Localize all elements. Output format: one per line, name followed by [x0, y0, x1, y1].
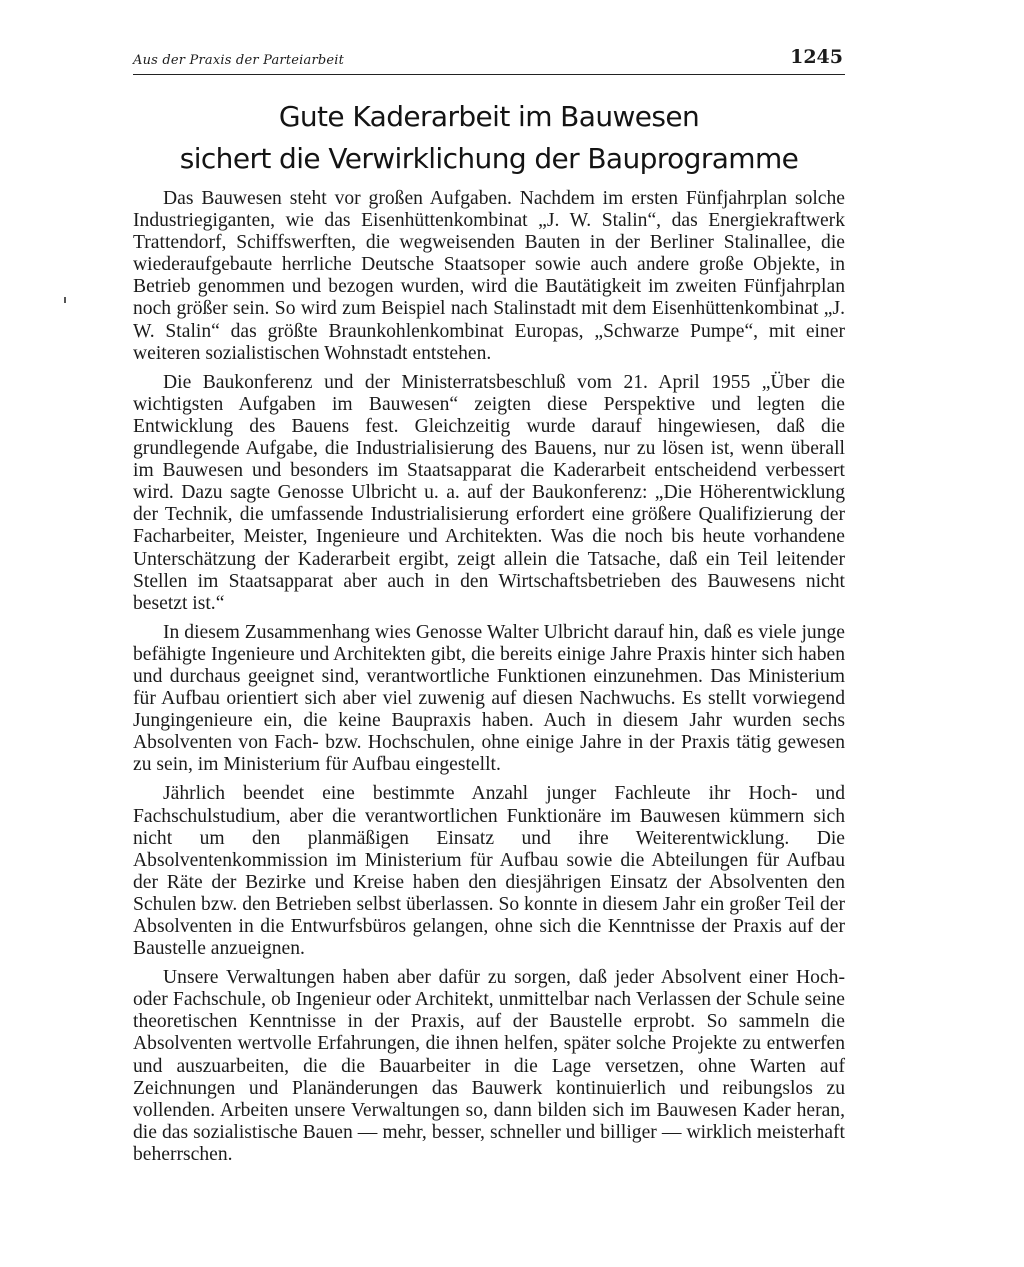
- article-title: [133, 96, 845, 180]
- paragraph-4: Jährlich beendet eine bestimmte Anzahl junger Fachleute ihr Hoch- und Fachschulstudium, aber die verantwortlichen Funktionäre im Bauwesen kümmern sich nicht um den planmäßigen Einsatz und ihre Weiterentwicklung. Die Absolventenkommission im Ministerium für Aufbau sowie die Abteilungen für Aufbau der Räte der Bezirke und Kreise haben den diesjährigen Einsatz der Absolventen den Schulen bzw. den Betrieben selbst überlassen. So konnte in diesem Jahr ein großer Teil der Absolventen in die Entwurfsbüros gelangen, ohne sich die Kenntnisse der Praxis auf der Baustelle anzueignen.: [133, 783, 845, 960]
- paragraph-3: In diesem Zusammenhang wies Genosse Walter Ulbricht darauf hin, daß es viele junge befähigte Ingenieure und Architekten gibt, die bereits einige Jahre Praxis hinter sich haben und durchaus geeignet sind, verantwortliche Funktionen einzunehmen. Das Ministerium für Aufbau orientiert sich aber viel zuwenig auf diesen Nachwuchs. Es stellt vorwiegend Jungingenieure ein, die keine Baupraxis haben. Auch in diesem Jahr wurden sechs Absolventen von Fach- bzw. Hochschulen, ohne einige Jahre in der Praxis tätig gewesen zu sein, im Ministerium für Aufbau eingestellt.: [133, 621, 845, 776]
- margin-mark: [64, 297, 66, 303]
- article-title-line-1: Gute Kaderarbeit im Bauwesen: [278, 100, 700, 133]
- paragraph-5: Unsere Verwaltungen haben aber dafür zu sorgen, daß jeder Absolvent einer Hoch- oder Fachschule, ob Ingenieur oder Architekt, unmittelbar nach Verlassen der Schule seine theoretischen Kenntnisse in der Praxis, auf der Baustelle erprobt. So sammeln die Absolventen wertvolle Erfahrungen, die ihnen helfen, später solche Projekte zu entwerfen und auszuarbeiten, die die Bauarbeiter in die Lage versetzen, ohne Warten auf Zeichnungen und Planänderungen das Bauwerk kontinuierlich und reibungslos zu vollenden. Arbeiten unsere Verwaltungen so, dann bilden sich im Bauwesen Kader heran, die das sozialistische Bauen — mehr, besser, schneller und billiger — wirklich meisterhaft beherrschen.: [133, 967, 845, 1165]
- page-number: 1245: [790, 46, 843, 68]
- paragraph-1: Das Bauwesen steht vor großen Aufgaben. Nachdem im ersten Fünfjahrplan solche Industriegiganten, wie das Eisenhüttenkombinat „J. W. Stalin“, das Energiekraftwerk Trattendorf, Schiffswerften, die wegweisenden Bauten in der Berliner Stalinallee, die wiederaufgebaute herrliche Deutsche Staatsoper sowie auch andere große Objekte, in Betrieb genommen und bezogen wurden, wird die Bautätigkeit im zweiten Fünfjahrplan noch größer sein. So wird zum Beispiel nach Stalinstadt mit dem Eisenhüttenkombinat „J. W. Stalin“ das größte Braunkohlenkombinat Europas, „Schwarze Pumpe“, mit einer weiteren sozialistischen Wohnstadt entstehen.: [133, 188, 845, 364]
- page-header: [133, 48, 845, 75]
- article-title-line-2: sichert die Verwirklichung der Bauprogramme: [179, 142, 799, 175]
- running-head: Aus der Praxis der Parteiarbeit: [133, 53, 345, 68]
- article-body: [133, 188, 845, 1173]
- paragraph-2: Die Baukonferenz und der Ministerratsbeschluß vom 21. April 1955 „Über die wichtigsten Aufgaben im Bauwesen“ zeigten diese Perspektive und legten die Entwicklung des Bauens fest. Gleichzeitig wurde darauf hingewiesen, daß die grundlegende Aufgabe, die Industrialisierung des Bauens, nur zu lösen ist, wenn überall im Bauwesen und besonders im Staatsapparat die Kaderarbeit entscheidend verbessert wird. Dazu sagte Genosse Ulbricht u. a. auf der Baukonferenz: „Die Höherentwicklung der Technik, die umfassende Industrialisierung erfordert eine größere Qualifizierung der Facharbeiter, Meister, Ingenieure und Architekten. Was die noch bis heute vorhandene Unterschätzung der Kaderarbeit ergibt, zeigt allein die Tatsache, daß ein Teil leitender Stellen im Staatsapparat aber auch in den Wirtschaftsbetrieben des Bauwesens nicht besetzt ist.“: [133, 371, 845, 614]
